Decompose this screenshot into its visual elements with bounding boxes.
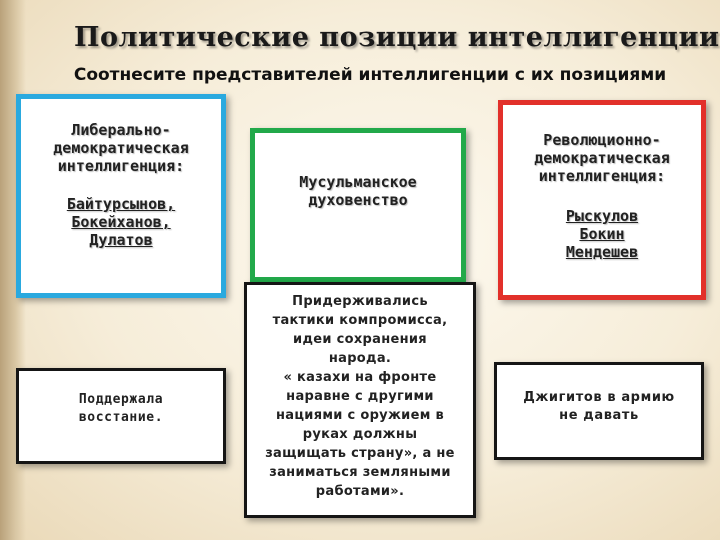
page-title: Политические позиции интеллигенции — [74, 22, 720, 53]
page-subtitle: Соотнесите представителей интеллигенции с их позициями — [73, 65, 667, 85]
muslim-clergy-heading: Мусульманское духовенство — [299, 173, 417, 209]
position-card-supported-uprising[interactable] — [16, 368, 226, 464]
position-card-compromise[interactable] — [244, 282, 476, 518]
revolutionary-group-names: Рыскулов Бокин Мендешев — [565, 207, 639, 261]
muslim-clergy-card[interactable] — [250, 128, 466, 282]
revolutionary-group-card[interactable] — [498, 100, 706, 300]
liberal-group-heading: Либерально- демократическая интеллигенция: — [53, 121, 189, 175]
revolutionary-group-heading: Революционно- демократическая интеллигенция: — [534, 131, 670, 185]
position-text: Придерживались тактики компромисса, идеи сохранения народа. « казахи на фронте наравне с другими нациями с оружием в руках должны защищать страну», а не заниматься земляными работами». — [265, 294, 455, 499]
position-card-no-conscription[interactable] — [494, 362, 704, 460]
position-text: Поддержала восстание. — [78, 392, 164, 425]
liberal-group-names: Байтурсынов, Бокейханов, Дулатов — [66, 195, 176, 249]
position-text: Джигитов в армию не давать — [523, 390, 675, 423]
liberal-group-card[interactable] — [16, 94, 226, 298]
